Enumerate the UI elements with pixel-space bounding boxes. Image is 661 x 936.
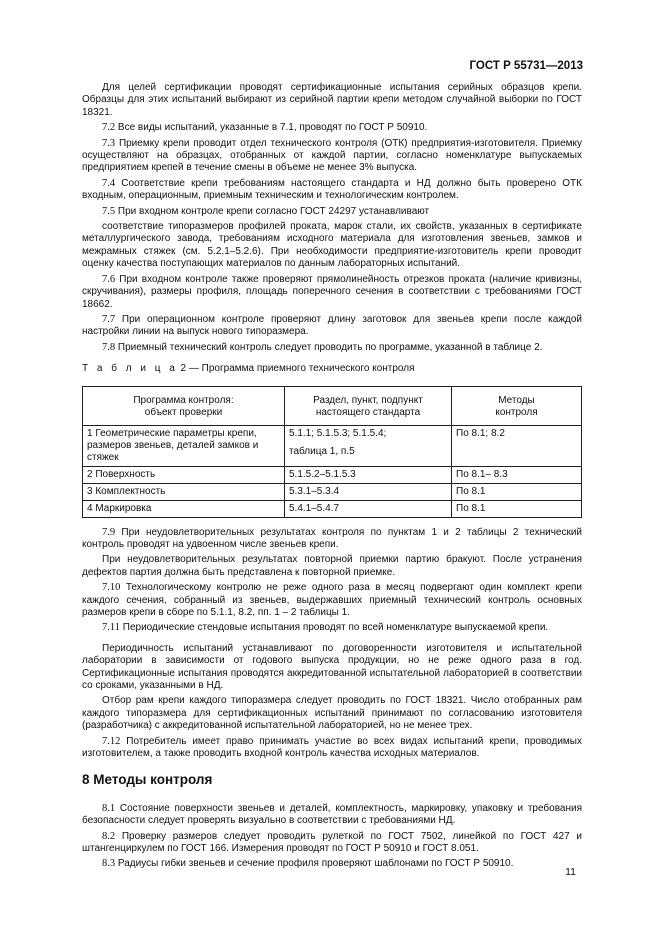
clause-number: 7.10 bbox=[102, 582, 121, 594]
paragraph-text: Потребитель имеет право принимать участие во всех видах испытаний крепи, проводимых изготовителем, а также проводить входной контроль качества исходных материалов. bbox=[82, 735, 582, 760]
section-8-paragraphs bbox=[82, 803, 582, 871]
cell-object: 1 Геометрические параметры крепи, размеров звеньев, деталей замков и стяжек bbox=[83, 425, 285, 466]
cell-section bbox=[285, 500, 452, 517]
cell-section bbox=[285, 466, 452, 483]
paragraph bbox=[82, 695, 582, 732]
paragraph-text: При входном контроле также проверяют прямолинейность отрезков проката (наличие кривизны, скручивания), размеры профиля, площадь поперечного сечения в соответствии с требованиями ГОСТ 18662. bbox=[82, 273, 582, 310]
paragraph bbox=[82, 206, 582, 218]
paragraph-text: Приемку крепи проводит отдел технического контроля (ОТК) предприятия-изготовителя. Приемку осуществляют на образцах, отобранных от каждой партии, согласно номенклатуре выпускаемых предприятием крепей в течение смены в объеме не менее 3% выпуска. bbox=[82, 137, 582, 174]
cell-section-line: 5.1.1; 5.1.5.3; 5.1.5.4; bbox=[289, 427, 387, 439]
table-row bbox=[83, 466, 582, 483]
paragraph bbox=[82, 622, 582, 634]
table-row bbox=[83, 500, 582, 517]
paragraph bbox=[82, 736, 582, 761]
paragraph bbox=[82, 643, 582, 693]
cell-section-line: 5.4.1–5.4.7 bbox=[289, 502, 340, 514]
paragraph bbox=[82, 858, 582, 870]
paragraph-text: При входном контроле крепи согласно ГОСТ 24297 устанавливают bbox=[117, 205, 430, 217]
paragraph-text: Радиусы гибки звеньев и сечение профиля проверяют шаблонами по ГОСТ Р 50910. bbox=[117, 858, 514, 870]
header-section: Раздел, пункт, подпункт настоящего стандарта bbox=[285, 386, 452, 425]
cell-section bbox=[285, 425, 452, 466]
clause-number: 7.9 bbox=[102, 526, 116, 538]
table-row bbox=[83, 425, 582, 466]
header-object: Программа контроля: объект проверки bbox=[83, 386, 285, 425]
cell-method: По 8.1; 8.2 bbox=[452, 425, 582, 466]
paragraph-text: При операционном контроле проверяют длину заготовок для звеньев крепи после каждой настройки линии на выпуск нового типоразмера. bbox=[82, 313, 583, 338]
paragraph-text: При неудовлетворительных результатах повторной приемки партию бракуют. После устранения дефектов партия должна быть представлена к повторной приемке. bbox=[82, 554, 582, 578]
clause-number: 7.2 bbox=[102, 122, 116, 134]
cell-section-line: таблица 1, п.5 bbox=[289, 445, 355, 457]
table-caption-prefix: Т а б л и ц а bbox=[82, 363, 178, 375]
paragraph bbox=[82, 831, 582, 856]
paragraph bbox=[82, 221, 582, 271]
paragraph bbox=[82, 527, 582, 552]
paragraph bbox=[82, 342, 582, 354]
clause-number: 8.2 bbox=[102, 830, 116, 842]
clause-number: 8.1 bbox=[102, 802, 116, 814]
paragraph bbox=[82, 82, 582, 119]
paragraph-text: Все виды испытаний, указанные в 7.1, проводят по ГОСТ Р 50910. bbox=[117, 122, 428, 134]
paragraph bbox=[82, 138, 582, 175]
paragraph-text: Периодичность испытаний устанавливают по договоренности изготовителя и испытательной лаборатории в зависимости от годового выпуска продукции, но не реже одного раза в год. Сертификационные испытания проводятся аккредитованной испытательной лабораторией в соответствии со сроками, указанными в НД. bbox=[82, 642, 582, 691]
cell-method: По 8.1– 8.3 bbox=[452, 466, 582, 483]
document-code: ГОСТ Р 55731—2013 bbox=[469, 60, 583, 72]
clause-number: 7.6 bbox=[102, 273, 116, 285]
cell-section-line: 5.3.1–5.3.4 bbox=[289, 485, 340, 497]
table-caption-text: 2 — Программа приемного технического контроля bbox=[177, 363, 415, 375]
clause-number: 7.11 bbox=[102, 622, 120, 634]
clause-number: 7.12 bbox=[102, 735, 121, 747]
paragraph-text: При неудовлетворительных результатах контроля по пунктам 1 и 2 таблицы 2 технический контроль проводят на удвоенном числе звеньев крепи. bbox=[82, 526, 583, 550]
cell-object: 3 Комплектность bbox=[83, 483, 285, 500]
cell-method: По 8.1 bbox=[452, 500, 582, 517]
cell-section-line: 5.1.5.2–5.1.5.3 bbox=[289, 468, 356, 480]
table-row bbox=[83, 483, 582, 500]
cell-object: 4 Маркировка bbox=[83, 500, 285, 517]
paragraph-text: Технологическому контролю не реже одного раза в месяц подвергают один комплект крепи каждого сечения, собранный из звеньев, выдержавших приемный технический контроль основных размеров крепи в сборе по 5.1.1, 8.2, пп. 1 – 2 таблицы 1. bbox=[82, 582, 583, 618]
clause-number: 8.3 bbox=[102, 858, 116, 870]
paragraph bbox=[82, 803, 582, 828]
paragraph bbox=[82, 122, 582, 134]
paragraph bbox=[82, 314, 582, 339]
paragraphs-7-9-to-7-12 bbox=[82, 527, 582, 761]
paragraph-text: Проверку размеров следует проводить рулеткой по ГОСТ 7502, линейкой по ГОСТ 427 и штангенциркулем по ГОСТ 166. Измерения проводят по ГОСТ Р 50910 и ГОСТ 8.051. bbox=[82, 830, 582, 855]
paragraph-text: Приемный технический контроль следует проводить по программе, указанной в таблице 2. bbox=[117, 341, 543, 353]
paragraph-text: Отбор рам крепи каждого типоразмера следует проводить по ГОСТ 18321. Число отобранных рам каждого типоразмера для сертификационных испытаний принимают по согласованию изготовителя (разработчика) с аккредитованной испытательной лабораторией, но не менее трех. bbox=[82, 695, 582, 732]
paragraph-text: Периодические стендовые испытания проводят по всей номенклатуре выпускаемой крепи. bbox=[122, 622, 549, 634]
paragraph-text: Для целей сертификации проводят сертификационные испытания серийных образцов крепи. Образцы для этих испытаний выбирают из серийной партии крепи методом случайной выборки по ГОСТ 18321. bbox=[82, 82, 582, 118]
clause-number: 7.5 bbox=[102, 205, 116, 217]
header-methods: Методы контроля bbox=[452, 386, 582, 425]
paragraph-text: Состояние поверхности звеньев и деталей, комплектность, маркировку, упаковку и требования безопасности следует проверять визуально в соответствии с требованиями НД. bbox=[82, 802, 582, 827]
paragraph bbox=[82, 582, 582, 619]
clause-number: 7.8 bbox=[102, 341, 116, 353]
table-caption bbox=[82, 363, 582, 375]
document-body bbox=[82, 82, 582, 874]
clause-number: 7.3 bbox=[102, 137, 116, 149]
section-8-heading: 8 Методы контроля bbox=[82, 772, 213, 788]
paragraph bbox=[82, 274, 582, 311]
paragraph bbox=[82, 554, 582, 579]
control-program-table bbox=[82, 386, 582, 518]
page-number: 11 bbox=[565, 866, 576, 878]
paragraph bbox=[82, 178, 582, 203]
paragraph-text: соответствие типоразмеров профилей проката, марок стали, их свойств, указанных в сертификате металлургического завода, требованиям исходного материала для изготовления звеньев, замков и межрамных стяжек (см. 5.2.1–5.2.6). При необходимости предприятие-изготовитель крепи проводит оценку качества поступающих материалов по данным лабораторных испытаний. bbox=[82, 221, 582, 270]
cell-object: 2 Поверхность bbox=[83, 466, 285, 483]
paragraphs-7-1-to-7-8 bbox=[82, 82, 582, 354]
cell-method: По 8.1 bbox=[452, 483, 582, 500]
clause-number: 7.7 bbox=[102, 313, 116, 325]
clause-number: 7.4 bbox=[102, 177, 116, 189]
table-header-row bbox=[83, 386, 582, 425]
cell-section bbox=[285, 483, 452, 500]
paragraph-text: Соответствие крепи требованиям настоящего стандарта и НД должно быть проверено ОТК входным, операционным, приемным техническим и технологическим контролем. bbox=[82, 177, 582, 202]
